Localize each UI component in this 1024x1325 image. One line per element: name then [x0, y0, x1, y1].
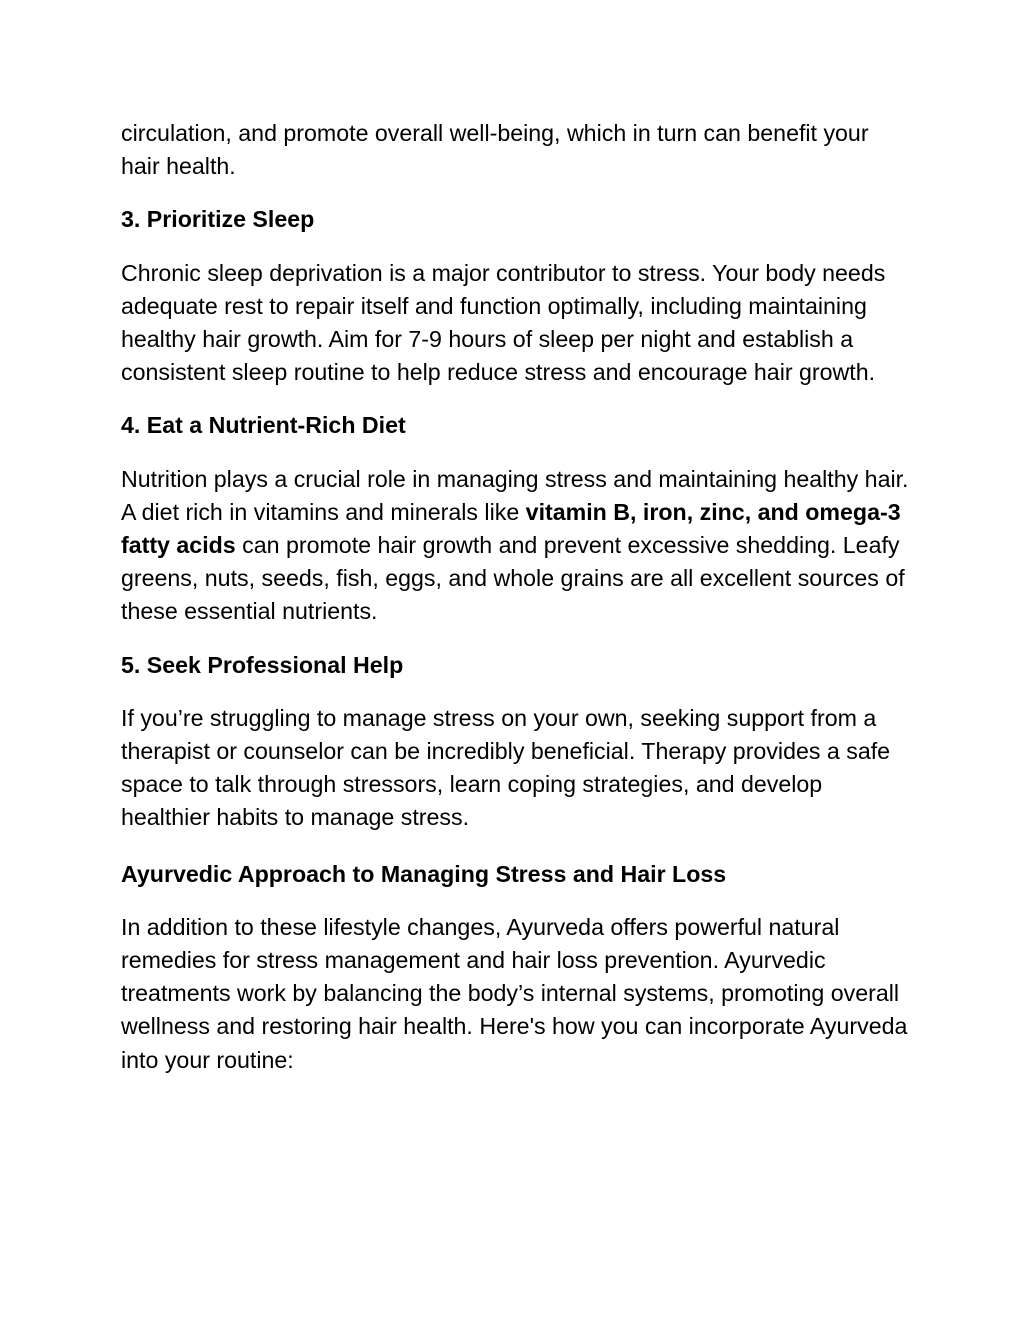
- section-4-text-end: can promote hair growth and prevent excessive shedding. Leafy greens, nuts, seeds, fish, eggs, and whole grains are all excellent sources of these essential nutrients.: [121, 532, 905, 625]
- document-content: [121, 117, 911, 1097]
- section-4-heading: 4. Eat a Nutrient-Rich Diet: [121, 412, 406, 439]
- ayurveda-paragraph: In addition to these lifestyle changes, Ayurveda offers powerful natural remedies for stress management and hair loss prevention. Ayurvedic treatments work by balancing the body’s internal systems, promoting overall wellness and restoring hair health. Here's how you can incorporate Ayurveda into your routine:: [121, 913, 908, 1073]
- section-4-paragraph: [121, 463, 911, 629]
- section-5-heading: 5. Seek Professional Help: [121, 651, 404, 678]
- section-3-paragraph: Chronic sleep deprivation is a major contributor to stress. Your body needs adequate rest to repair itself and function optimally, including maintaining healthy hair growth. Aim for 7-9 hours of sleep per night and establish a consistent sleep routine to help reduce stress and encourage hair growth.: [121, 259, 886, 386]
- section-5-paragraph: If you’re struggling to manage stress on your own, seeking support from a therapist or counselor can be incredibly beneficial. Therapy provides a safe space to talk through stressors, learn coping strategies, and develop healthier habits to manage stress.: [121, 704, 891, 831]
- ayurveda-heading: Ayurvedic Approach to Managing Stress and Hair Loss: [121, 860, 727, 887]
- section-3-heading: 3. Prioritize Sleep: [121, 206, 315, 233]
- intro-continuation-paragraph: circulation, and promote overall well-being, which in turn can benefit your hair health.: [121, 120, 869, 180]
- section-4-text-start: Nutrition plays a crucial role in managing stress and maintaining healthy hair. A diet rich in vitamins and minerals like: [121, 465, 909, 525]
- section-4-nutrients-bold: vitamin B, iron, zinc, and omega-3 fatty acids: [121, 498, 901, 559]
